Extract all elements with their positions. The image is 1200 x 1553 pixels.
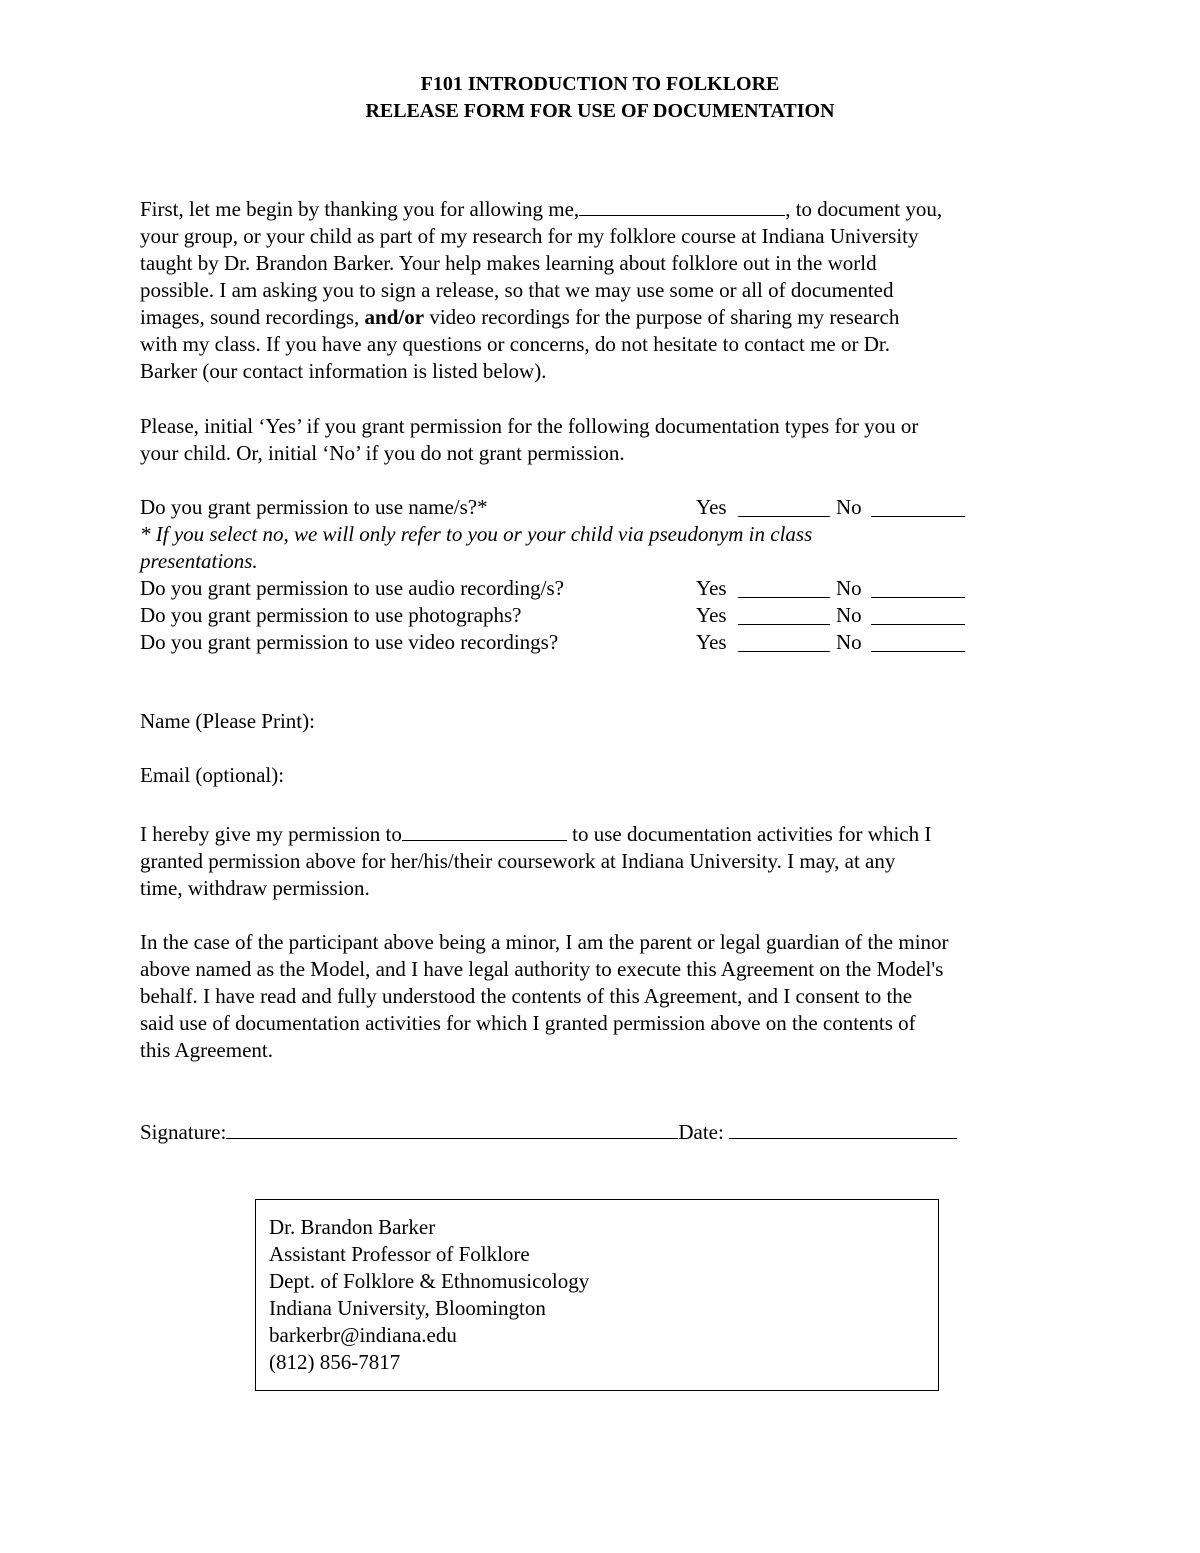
guardian-line-2: above named as the Model, and I have legal authority to execute this Agreement on the Model's bbox=[140, 957, 944, 981]
intro-line-5-post: video recordings for the purpose of sharing my research bbox=[424, 305, 900, 329]
permission-row-video bbox=[140, 629, 980, 656]
consent-line-3: time, withdraw permission. bbox=[140, 876, 370, 900]
intro-line-7: Barker (our contact information is listed below). bbox=[140, 359, 547, 383]
intro-line-5-bold: and/or bbox=[364, 305, 425, 329]
intro-line-6: with my class. If you have any questions or concerns, do not hesitate to contact me or Dr. bbox=[140, 332, 890, 356]
contact-title: Assistant Professor of Folklore bbox=[269, 1242, 530, 1266]
photo-no-initial-blank[interactable] bbox=[871, 606, 965, 625]
signature-label: Signature: bbox=[140, 1120, 227, 1144]
contact-phone: (812) 856-7817 bbox=[269, 1350, 401, 1374]
consent-line-2: granted permission above for her/his/their coursework at Indiana University. I may, at any bbox=[140, 849, 896, 873]
contact-email[interactable]: barkerbr@indiana.edu bbox=[269, 1323, 457, 1347]
student-name-blank[interactable] bbox=[579, 197, 785, 216]
consent-text-post: to use documentation activities for which I bbox=[566, 822, 932, 846]
form-subtitle: RELEASE FORM FOR USE OF DOCUMENTATION bbox=[365, 100, 835, 122]
no-label: No bbox=[836, 495, 862, 519]
no-label: No bbox=[836, 630, 862, 654]
photo-yes-initial-blank[interactable] bbox=[738, 606, 830, 625]
video-no-initial-blank[interactable] bbox=[871, 633, 965, 652]
permission-row-name bbox=[140, 494, 980, 521]
intro-line-5-pre: images, sound recordings, bbox=[140, 305, 365, 329]
permission-question-video: Do you grant permission to use video recordings? bbox=[140, 630, 559, 654]
audio-yes-initial-blank[interactable] bbox=[738, 579, 830, 598]
signature-blank[interactable] bbox=[226, 1120, 678, 1139]
permission-to-blank[interactable] bbox=[402, 822, 567, 841]
guardian-line-5: this Agreement. bbox=[140, 1038, 273, 1062]
video-yes-initial-blank[interactable] bbox=[738, 633, 830, 652]
intro-line-2: your group, or your child as part of my research for my folklore course at Indiana University bbox=[140, 224, 919, 248]
no-label: No bbox=[836, 603, 862, 627]
guardian-line-3: behalf. I have read and fully understood the contents of this Agreement, and I consent to the bbox=[140, 984, 913, 1008]
pseudonym-note-line-1: * If you select no, we will only refer to you or your child via pseudonym in class bbox=[140, 522, 813, 546]
intro-text-post: , to document you, bbox=[785, 197, 943, 221]
instructions-line-2: your child. Or, initial ‘No’ if you do not grant permission. bbox=[140, 441, 625, 465]
contact-department: Dept. of Folklore & Ethnomusicology bbox=[269, 1269, 590, 1293]
intro-line-5 bbox=[140, 304, 899, 331]
consent-text-pre: I hereby give my permission to bbox=[140, 822, 402, 846]
yes-label: Yes bbox=[696, 495, 727, 519]
intro-text-pre: First, let me begin by thanking you for allowing me, bbox=[140, 197, 580, 221]
yes-label: Yes bbox=[696, 603, 727, 627]
date-label: Date: bbox=[678, 1120, 724, 1144]
name-print-label: Name (Please Print): bbox=[140, 709, 315, 733]
intro-line-4: possible. I am asking you to sign a release, so that we may use some or all of documented bbox=[140, 278, 894, 302]
yes-label: Yes bbox=[696, 630, 727, 654]
intro-line-1 bbox=[140, 196, 942, 223]
date-blank[interactable] bbox=[729, 1120, 957, 1139]
guardian-line-4: said use of documentation activities for which I granted permission above on the contents of bbox=[140, 1011, 916, 1035]
form-title: F101 INTRODUCTION TO FOLKLORE bbox=[420, 73, 780, 95]
yes-label: Yes bbox=[696, 576, 727, 600]
consent-line-1 bbox=[140, 821, 931, 848]
permission-question-name: Do you grant permission to use name/s?* bbox=[140, 495, 488, 519]
permission-question-photo: Do you grant permission to use photographs? bbox=[140, 603, 522, 627]
guardian-line-1: In the case of the participant above being a minor, I am the parent or legal guardian of the minor bbox=[140, 930, 949, 954]
permission-row-photo bbox=[140, 602, 980, 629]
permission-row-audio bbox=[140, 575, 980, 602]
contact-info-box bbox=[255, 1199, 939, 1391]
no-label: No bbox=[836, 576, 862, 600]
signature-line bbox=[140, 1119, 957, 1146]
contact-university: Indiana University, Bloomington bbox=[269, 1296, 546, 1320]
email-label: Email (optional): bbox=[140, 763, 285, 787]
instructions-line-1: Please, initial ‘Yes’ if you grant permission for the following documentation types for you or bbox=[140, 414, 919, 438]
audio-no-initial-blank[interactable] bbox=[871, 579, 965, 598]
name-no-initial-blank[interactable] bbox=[871, 498, 965, 517]
pseudonym-note-line-2: presentations. bbox=[140, 549, 258, 573]
contact-name: Dr. Brandon Barker bbox=[269, 1215, 436, 1239]
name-yes-initial-blank[interactable] bbox=[738, 498, 830, 517]
intro-line-3: taught by Dr. Brandon Barker. Your help makes learning about folklore out in the world bbox=[140, 251, 877, 275]
permission-question-audio: Do you grant permission to use audio recording/s? bbox=[140, 576, 564, 600]
